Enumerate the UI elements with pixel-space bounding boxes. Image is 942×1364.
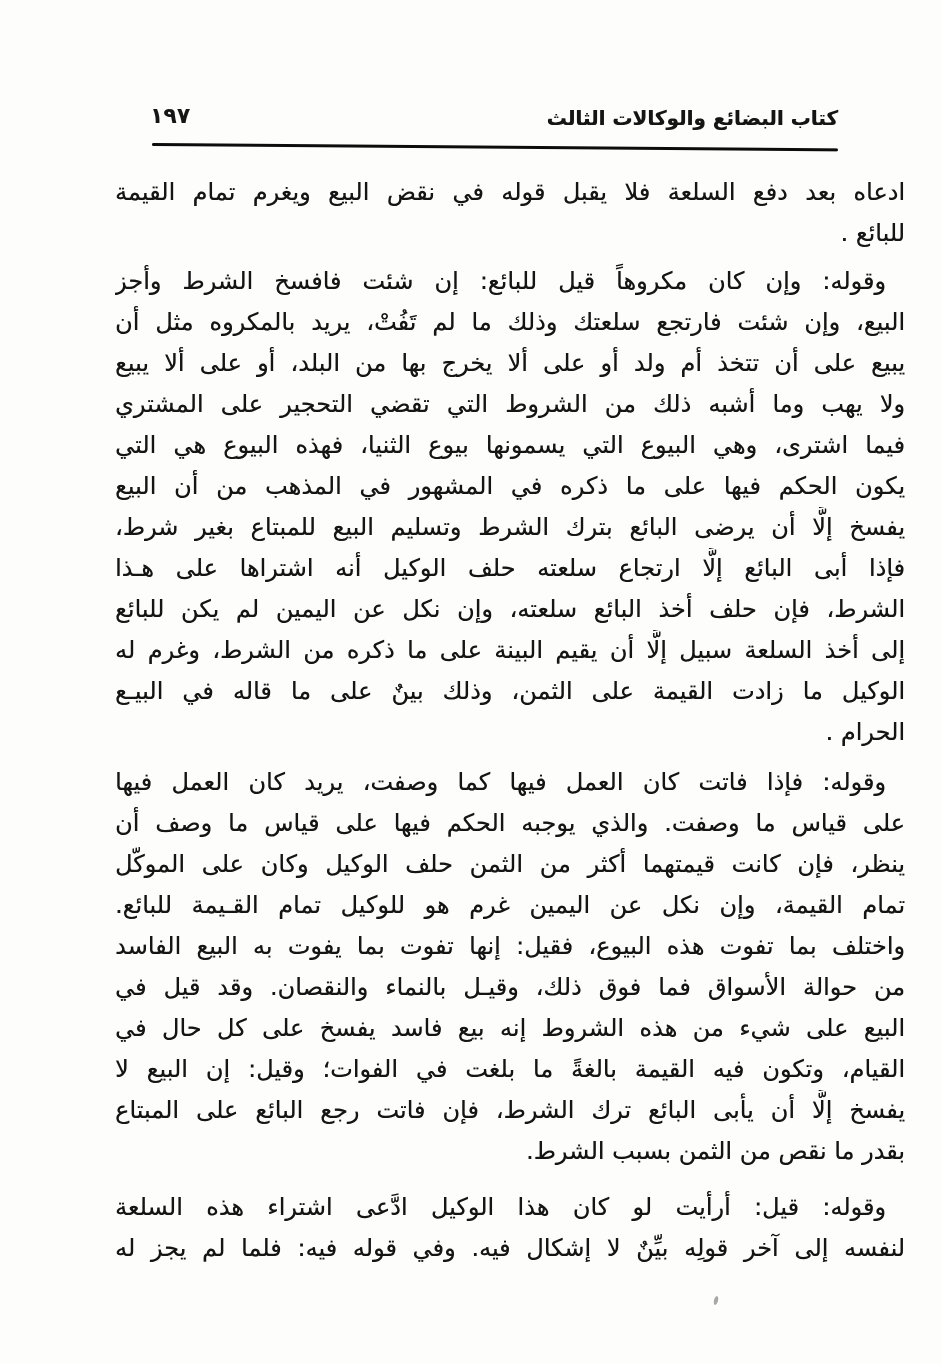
paragraph: [115, 1187, 905, 1269]
text-line: للبائع .: [840, 219, 905, 247]
page-number: ١٩٧: [150, 104, 191, 129]
text-line: لنفسه إلى آخر قولِه بيِّنٌ لا إشكال فيه. وفي قوله فيه: فلما لم يجز له: [115, 1234, 905, 1262]
text-line: يبيع على أن تتخذ أم ولد أو على ألا يخرج بها من البلد، أو على ألا يبيع: [115, 349, 905, 377]
paragraph: [115, 172, 905, 254]
text-line: من حوالة الأسواق فما فوق ذلك، وقيـل بالنماء والنقصان. وقد قيل في: [115, 973, 905, 1001]
text-line: الحرام .: [825, 718, 905, 746]
text-line: الشرط، فإن حلف أخذ البائع سلعته، وإن نكل عن اليمين لم يكن للبائع: [115, 595, 905, 623]
text-line: ادعاه بعد دفع السلعة فلا يقبل قوله في نقض البيع ويغرم تمام القيمة: [115, 178, 905, 206]
text-line: إلى أخذ السلعة سبيل إلَّا أن يقيم البينة على ما ذكره من الشرط، وغرم له: [115, 636, 905, 664]
header-rule: [152, 143, 838, 151]
text-line: فيما اشترى، وهي البيوع التي يسمونها بيوع الثنيا، فهذه البيوع هي التي: [115, 431, 905, 459]
scan-speck: [713, 1296, 719, 1306]
text-line: الوكيل ما زادت القيمة على الثمن، وذلك بينٌ على ما قاله في البيـع: [115, 677, 905, 705]
text-line: ينظر، فإن كانت قيمتهما أكثر من الثمن حلف الوكيل وكان على الموكّل: [115, 850, 905, 878]
text-line: فإذا أبى البائع إلَّا ارتجاع سلعته حلف الوكيل أنه اشتراها على هـذا: [115, 554, 905, 582]
text-line: واختلف بما تفوت هذه البيوع، فقيل: إنها تفوت بما يفوت به البيع الفاسد: [115, 932, 905, 960]
text-line: البيع على شيء من هذه الشروط إنه بيع فاسد يفسخ على كل حال في: [115, 1014, 905, 1042]
text-line: يكون الحكم فيها على ما ذكره في المشهور في المذهب من أن البيع: [115, 472, 905, 500]
text-line: البيع، وإن شئت فارتجع سلعتك وذلك ما لم تَفُتْ، يريد بالمكروه مثل أن: [115, 308, 905, 336]
text-line: يفسخ إلَّا أن يأبى البائع ترك الشرط، فإن فاتت رجع البائع على المبتاع: [115, 1096, 905, 1124]
paragraph: [115, 762, 905, 1172]
text-line: وقوله: وإن كان مكروهاً قيل للبائع: إن شئت فافسخ الشرط وأجز: [115, 267, 886, 295]
text-line: القيام، وتكون فيه القيمة بالغةً ما بلغت في الفوات؛ وقيل: إن البيع لا: [115, 1055, 905, 1083]
text-line: وقوله: فإذا فاتت كان العمل فيها كما وصفت، يريد كان العمل فيها: [115, 768, 886, 796]
text-line: تمام القيمة، وإن نكل عن اليمين غرم هو للوكيل تمام القـيمة للبائع.: [115, 891, 905, 919]
text-line: ولا يهب وما أشبه ذلك من الشروط التي تقضي التحجير على المشتري: [115, 390, 905, 418]
text-line: بقدر ما نقص من الثمن بسبب الشرط.: [525, 1137, 905, 1165]
paragraph: [115, 261, 905, 753]
text-line: يفسخ إلَّا أن يرضى البائع بترك الشرط وتسليم البيع للمبتاع بغير شرط،: [115, 513, 905, 541]
book-title: كتاب البضائع والوكالات الثالث: [546, 106, 838, 130]
page-body: [115, 172, 905, 1269]
text-line: وقوله: قيل: أرأيت لو كان هذا الوكيل ادَّعى اشتراء هذه السلعة: [115, 1193, 886, 1221]
text-line: على قياس ما وصفت. والذي يوجبه الحكم فيها على قياس ما وصف أن: [115, 809, 905, 837]
